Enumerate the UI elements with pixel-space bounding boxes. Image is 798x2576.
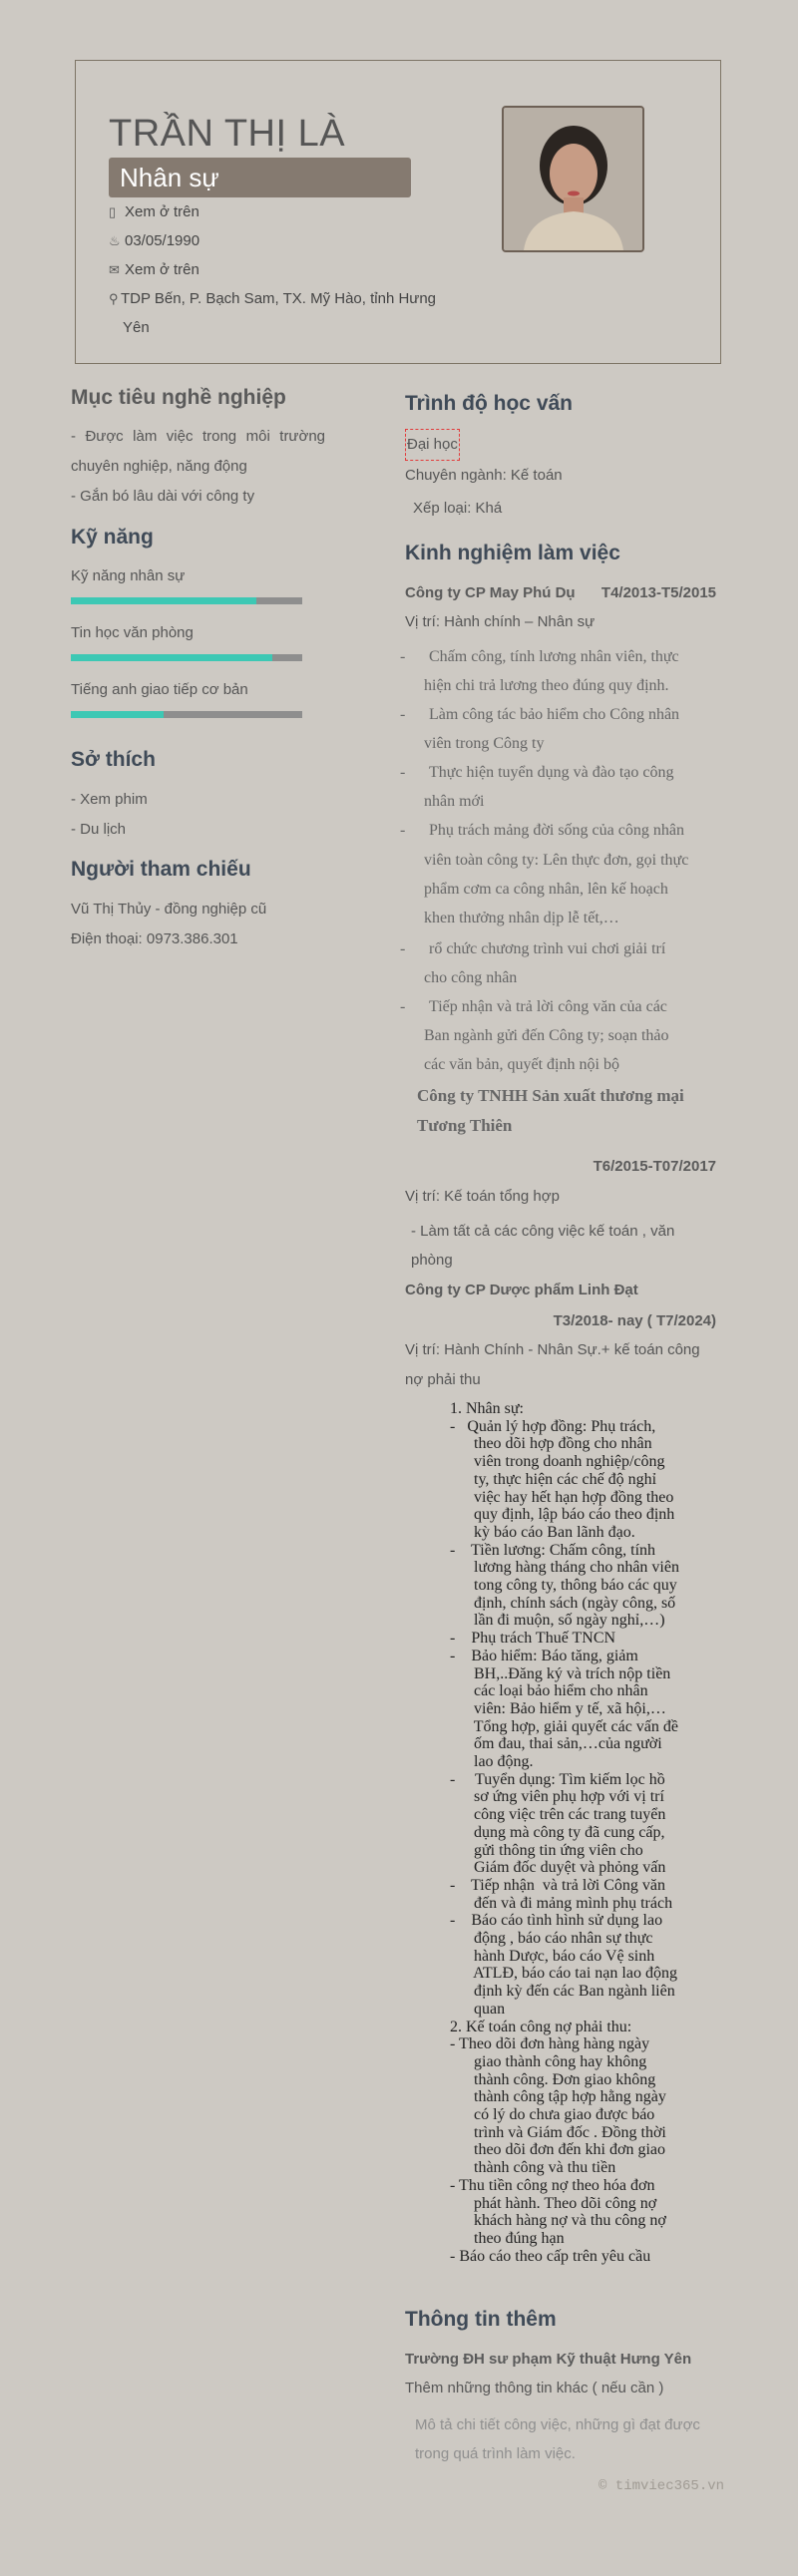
job3-detail-line: quy định, lập báo cáo theo định — [450, 1506, 675, 1524]
job3-detail-line: đến và đi mảng mình phụ trách — [450, 1894, 673, 1912]
job3-detail-line: kỳ báo cáo Ban lãnh đạo. — [450, 1523, 635, 1541]
job3-detail-line: theo dõi đơn đến khi đơn giao — [450, 2141, 666, 2159]
career-goal-line3: - Gắn bó lâu dài với công ty — [71, 488, 255, 505]
career-goal-line1: - Được làm việc trong môi trường — [71, 428, 325, 445]
job3-position: Vị trí: Hành Chính - Nhân Sự.+ kế toán công — [405, 1341, 700, 1358]
job3-detail-line: dụng mà công ty đã cung cấp, — [450, 1823, 665, 1841]
job3-detail-line: định kỳ đến các Ban ngành liên — [450, 1983, 675, 2001]
job3-company: Công ty CP Dược phẩm Linh Đạt — [405, 1282, 638, 1298]
job1-bullet: Phụ trách mảng đời sống của công nhân — [429, 822, 684, 839]
job3-detail-line: sơ ứng viên phụ hợp với vị trí — [450, 1788, 664, 1806]
birthday-cake-icon: ♨ — [109, 233, 121, 248]
skill-bar — [71, 654, 302, 661]
experience-title: Kinh nghiệm làm việc — [405, 542, 620, 564]
extra-school: Trường ĐH sư phạm Kỹ thuật Hưng Yên — [405, 2351, 692, 2368]
job1-bullet: viên trong Công ty — [424, 735, 545, 752]
job3-detail-line: ty, thực hiện các chế độ nghỉ — [450, 1470, 657, 1488]
job1-bullet: phẩm cơm ca công nhân, lên kế hoạch — [424, 881, 668, 898]
hobby-item: - Xem phim — [71, 791, 148, 808]
bullet-dash: - — [400, 940, 406, 957]
job3-detail-line: - Tiếp nhận và trả lời Công văn — [450, 1876, 665, 1894]
job1-position: Vị trí: Hành chính – Nhân sự — [405, 613, 596, 630]
job3-detail-line: - Quản lý hợp đồng: Phụ trách, — [450, 1417, 656, 1435]
portrait-illustration — [504, 108, 642, 250]
job1-bullet: khen thưởng nhân dịp lễ tết,… — [424, 910, 619, 926]
skills-title: Kỹ năng — [71, 526, 154, 549]
job3-detail-line: trình và Giám đốc . Đồng thời — [450, 2123, 666, 2141]
education-title: Trình độ học vấn — [405, 392, 574, 415]
phone-icon: ▯ — [109, 204, 117, 219]
job3-detail-line: giao thành công hay không — [450, 2052, 647, 2070]
skill-bar-fill — [71, 711, 164, 718]
skill-label: Tin học văn phòng — [71, 624, 194, 641]
job3-detail-line: hành Dược, báo cáo Vệ sinh — [450, 1947, 655, 1965]
job3-detail-line: các loại bảo hiểm cho nhân — [450, 1682, 648, 1700]
candidate-role: Nhân sự — [109, 158, 411, 197]
skill-label: Tiếng anh giao tiếp cơ bản — [71, 681, 248, 698]
skill-bar-fill — [71, 654, 272, 661]
job3-detail-line: công việc trên các trang tuyển — [450, 1806, 666, 1824]
envelope-icon: ✉ — [109, 262, 120, 277]
job1-bullet: nhân mới — [424, 793, 485, 810]
cv-header — [75, 60, 721, 364]
address-row — [109, 290, 436, 307]
job1-bullet: viên toàn công ty: Lên thực đơn, gọi thực — [424, 852, 689, 869]
job2-period: T6/2015-T07/2017 — [593, 1158, 716, 1175]
job3-detail-line: khách hàng nợ và thu công nợ — [450, 2212, 666, 2230]
skill-bar — [71, 597, 302, 604]
job3-period: T3/2018- nay ( T7/2024) — [553, 1312, 716, 1329]
job3-detail-line: BH,..Đăng ký và trích nộp tiền — [450, 1664, 671, 1682]
career-goal-title: Mục tiêu nghề nghiệp — [71, 386, 286, 409]
job3-detail-line: - Báo cáo tình hình sử dụng lao — [450, 1912, 663, 1930]
job3-detail-line: - Tuyển dụng: Tìm kiếm lọc hồ — [450, 1770, 665, 1788]
job3-detail-line: - Phụ trách Thuế TNCN — [450, 1630, 616, 1648]
job1-bullet: Tiếp nhận và trả lời công văn của các — [429, 998, 667, 1015]
extra-other: Thêm những thông tin khác ( nếu cần ) — [405, 2380, 664, 2396]
job2-description: - Làm tất cả các công việc kế toán , văn — [411, 1223, 675, 1240]
extra-hint: trong quá trình làm việc. — [415, 2445, 576, 2462]
skill-label: Kỹ năng nhân sự — [71, 567, 186, 584]
education-major: Chuyên ngành: Kế toán — [405, 467, 563, 484]
job3-detail-line: ốm đau, thai sản,…của người — [450, 1735, 662, 1753]
job3-detail-line: 1. Nhân sự: — [450, 1400, 524, 1417]
job3-detail-line: có lý do chưa giao được báo — [450, 2106, 655, 2123]
job3-detail-line: Tổng hợp, giải quyết các vấn đề — [450, 1717, 678, 1735]
job3-detail-line: 2. Kế toán công nợ phải thu: — [450, 2018, 632, 2035]
job1-company: Công ty CP May Phú Dụ — [405, 584, 576, 601]
job3-detail-line: - Báo cáo theo cấp trên yêu cầu — [450, 2247, 651, 2265]
job2-description: phòng — [411, 1252, 453, 1269]
education-rank: Xếp loại: Khá — [413, 500, 503, 517]
job3-detail-line: định, chính sách (ngày công, số — [450, 1594, 676, 1612]
phone-value: Xem ở trên — [125, 203, 200, 220]
bullet-dash: - — [400, 706, 406, 723]
job3-detail-line: viên: Bảo hiểm y tế, xã hội,… — [450, 1699, 666, 1717]
reference-person: Vũ Thị Thủy - đồng nghiệp cũ — [71, 901, 267, 918]
job1-bullet: rổ chức chương trình vui chơi giải trí — [429, 940, 666, 957]
job3-detail-line: viên trong doanh nghiệp/công — [450, 1453, 665, 1471]
job3-detail-line: lần đi muộn, số ngày nghỉ,…) — [450, 1612, 665, 1630]
job1-bullet: Thực hiện tuyển dụng và đào tạo công — [429, 764, 674, 781]
job3-detail-line: quan — [450, 2000, 506, 2018]
job3-detail-line: - Thu tiền công nợ theo hóa đơn — [450, 2176, 655, 2194]
job3-position: nợ phải thu — [405, 1371, 481, 1388]
bullet-dash: - — [400, 764, 406, 781]
career-goal-line2: chuyên nghiệp, năng động — [71, 458, 247, 475]
job3-detail-line: - Bảo hiểm: Báo tăng, giảm — [450, 1647, 638, 1664]
email-value: Xem ở trên — [125, 261, 200, 278]
birthday-value: 03/05/1990 — [125, 232, 200, 249]
map-marker-icon: ⚲ — [109, 291, 119, 306]
bullet-dash: - — [400, 822, 406, 839]
address-line1: TDP Bến, P. Bạch Sam, TX. Mỹ Hào, tỉnh Hưng — [121, 290, 437, 307]
extra-hint: Mô tả chi tiết công việc, những gì đạt được — [415, 2416, 700, 2433]
job3-detail-line: theo dõi hợp đồng cho nhân — [450, 1435, 652, 1453]
hobbies-title: Sở thích — [71, 748, 156, 771]
job2-company: Công ty TNHH Sản xuất thương mại — [417, 1086, 684, 1105]
candidate-name: TRẦN THỊ LÀ — [109, 113, 346, 155]
job1-bullet: Làm công tác bảo hiểm cho Công nhân — [429, 706, 680, 723]
job1-bullet: cho công nhân — [424, 969, 518, 986]
candidate-photo — [502, 106, 644, 252]
job1-bullet: hiện chi trả lương theo đúng quy định. — [424, 677, 669, 694]
watermark: © timviec365.vn — [598, 2478, 725, 2494]
job3-detail-line: việc hay hết hạn hợp đồng theo — [450, 1488, 674, 1506]
job2-company: Tương Thiên — [417, 1116, 513, 1135]
references-title: Người tham chiếu — [71, 858, 251, 881]
job3-detail-line: động , báo cáo nhân sự thực — [450, 1930, 653, 1947]
hobby-item: - Du lịch — [71, 821, 127, 838]
job3-detail-line: thành công. Đơn giao không — [450, 2070, 656, 2088]
bullet-dash: - — [400, 648, 406, 665]
skill-bar — [71, 711, 302, 718]
job3-detail-line: - Tiền lương: Chấm công, tính — [450, 1541, 656, 1559]
job2-position: Vị trí: Kế toán tổng hợp — [405, 1188, 560, 1205]
job1-bullet: các văn bản, quyết định nội bộ — [424, 1056, 619, 1073]
bullet-dash: - — [400, 998, 406, 1015]
reference-phone: Điện thoại: 0973.386.301 — [71, 930, 238, 947]
job3-detail-line: theo đúng hạn — [450, 2229, 565, 2247]
job3-detail-line: phát hành. Theo dõi công nợ — [450, 2194, 657, 2212]
job1-bullet: Chấm công, tính lương nhân viên, thực — [429, 648, 679, 665]
job3-detail-line: thành công và thu tiền — [450, 2159, 616, 2177]
job3-detail-line: lao động. — [450, 1753, 534, 1770]
skill-bar-fill — [71, 597, 256, 604]
birthday-row — [109, 232, 200, 249]
email-row — [109, 261, 200, 278]
job3-detail-line: Giám đốc duyệt và phỏng vấn — [450, 1859, 666, 1877]
job1-bullet: Ban ngành gửi đến Công ty; soạn thảo — [424, 1027, 669, 1044]
job3-detail-line: thành công tập hợp hằng ngày — [450, 2088, 666, 2106]
address-line2: Yên — [123, 319, 150, 336]
job1-period: T4/2013-T5/2015 — [600, 584, 716, 601]
extra-info-title: Thông tin thêm — [405, 2308, 557, 2331]
phone-row — [109, 203, 200, 220]
job3-detail-line: lương hàng tháng cho nhân viên — [450, 1559, 679, 1577]
education-degree: Đại học — [405, 429, 460, 461]
job3-detail-line: ATLĐ, báo cáo tai nạn lao động — [450, 1965, 677, 1983]
job3-detail-line: gửi thông tin ứng viên cho — [450, 1841, 643, 1859]
job3-detail-line: - Theo dõi đơn hàng hàng ngày — [450, 2035, 650, 2053]
job3-detail-line: tong công ty, thông báo các quy — [450, 1577, 677, 1594]
